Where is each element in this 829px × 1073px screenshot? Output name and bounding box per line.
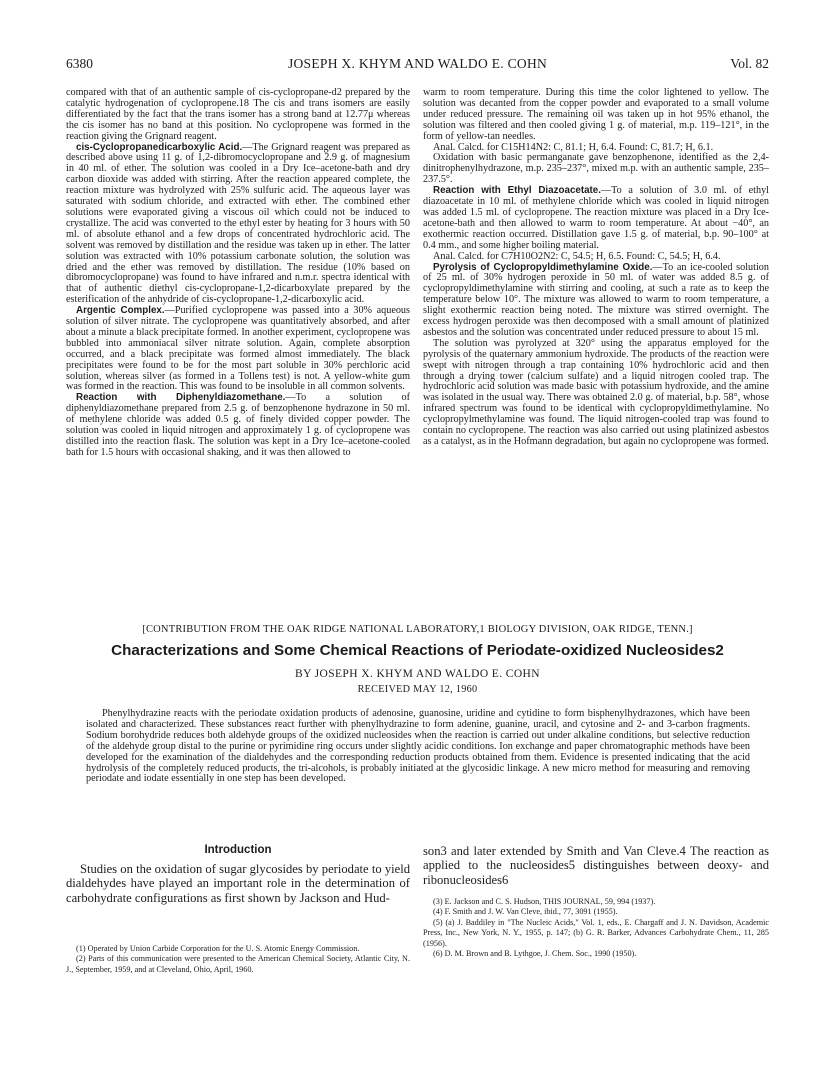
analysis-paragraph: Anal. Calcd. for C15H14N2: C, 81.1; H, 6.4. Found: C, 81.7; H, 6.1.: [433, 141, 714, 153]
paragraph: [423, 263, 769, 339]
introduction-text: Studies on the oxidation of sugar glycosides by periodate to yield dialdehydes have played an important role in the determination of carbohydrate configurations as first shown by Jackson and Hud-: [66, 862, 410, 905]
analysis-paragraph: Anal. Calcd. for C7H10O2N2: C, 54.5; H, 6.5. Found: C, 54.5; H, 6.4.: [433, 250, 721, 262]
article-title: Characterizations and Some Chemical Reactions of Periodate-oxidized Nucleosides2: [111, 642, 724, 659]
received-date: RECEIVED MAY 12, 1960: [357, 684, 478, 695]
paragraph: The solution was pyrolyzed at 320° using the apparatus employed for the pyrolysis of the quaternary ammonium hydroxide. The products of the reaction were swept with nitrogen through a trap containing 10% hydrochloric acid and then through a drying tower (calcium sulfate) and a liquid nitrogen cooled trap. The hydrochloric acid solution was made basic with potassium hydroxide, and the amine was isolated in the usual way. There was obtained 2.0 g. of material, b.p. 58°, whose infrared spectrum was found to be identical with cyclopropyldimethylamine. No cyclopropylmethylamine was found. The liquid nitrogen-cooled trap was found to contain no cyclopropene. The reaction was also carried out using platinized asbestos as a catalyst, as in the Hofmann degradation, but again no cyclopropene was formed.: [423, 337, 769, 447]
section-heading: Pyrolysis of Cyclopropyldimethylamine Oxide.: [433, 261, 653, 273]
running-header: [66, 56, 769, 72]
paragraph-text: —To a solution of 3.0 ml. of ethyl diazoacetate in 10 ml. of methylene chloride which was cooled in liquid nitrogen was added 1.5 ml. of cyclopropene. The reaction mixture was placed in a Dry Ice-acetone-bath and then allowed to warm to room temperature. At about −40°, an exothermic reaction occurred. Distillation gave 1.5 g. of material, b.p. 90–100° at 0.4 mm., and some higher boiling material.: [423, 185, 769, 251]
byline: BY JOSEPH X. KHYM AND WALDO E. COHN: [295, 668, 540, 680]
footnote: (1) Operated by Union Carbide Corporation for the U. S. Atomic Energy Commission.: [76, 944, 360, 953]
paragraph-text: —To an ice-cooled solution of 25 ml. of 30% hydrogen peroxide in 50 ml. of water was added 8.5 g. of cyclopropyldimethylamine with stirring and cooling, at such a rate as to keep the temperature below 10°. The mixture was allowed to warm to room temperature, a slight exothermic reaction being noted. The mixture was stirred overnight. The excess hydrogen peroxide was then decomposed with a small amount of platinized asbestos and the solution was concentrated under reduced pressure to about 15 ml.: [423, 261, 769, 338]
footnotes-right: [423, 897, 769, 959]
volume-label: Vol. 82: [730, 56, 769, 71]
section-heading: Reaction with Ethyl Diazoacetate.: [433, 185, 601, 197]
introduction-heading: Introduction: [204, 844, 272, 856]
contribution-line: [CONTRIBUTION FROM THE OAK RIDGE NATIONAL LABORATORY,1 BIOLOGY DIVISION, OAK RIDGE, TENN.]: [142, 624, 693, 635]
paragraph: [66, 393, 410, 458]
paragraph: [66, 143, 410, 307]
section-heading: Argentic Complex.: [76, 305, 165, 317]
abstract: Phenylhydrazine reacts with the periodate oxidation products of adenosine, guanosine, uridine and cytidine to form bisphenylhydrazones, which have been isolated and characterized. These substances react further with phenylhydrazine to form adenine, guanine, uracil, and cytosine and 2- and 3-carbon fragments. Sodium borohydride reduces both aldehyde groups of the oxidized nucleosides when the reaction is carried out under alkaline conditions, but selective reduction of the aldehyde group distal to the purine or pyrimidine ring occurs under slightly acidic conditions. Ion exchange and paper chromatographic methods have been developed for the examination of the dialdehydes and the corresponding reduction products obtained from them. Evidence is presented indicating that the acid hydrolysis of the completely reduced products, the tri-alcohols, is probably initiated at the glycosidic linkage. A new micro method for measuring and removing periodate and iodate essentially in one step has been developed.: [86, 708, 750, 785]
paragraph: [423, 186, 769, 251]
paragraph: compared with that of an authentic sample of cis-cyclopropane-d2 prepared by the catalytic hydrogenation of cyclopropene.18 The cis and trans isomers are easily differentiated by the fact that the trans isomer has a strong band at 12.77μ whereas the cis isomer has no band at this position. No cyclopropene was formed in the reaction giving the Grignard reagent.: [66, 87, 410, 142]
footnote: (6) D. M. Brown and B. Lythgoe, J. Chem. Soc., 1990 (1950).: [433, 949, 637, 959]
paragraph-text: —To a solution of diphenyldiazomethane prepared from 2.5 g. of benzophenone hydrazone in 50 ml. of methylene chloride was added 0.5 g. of finely divided copper powder. The solution was cooled in liquid nitrogen and approximately 1 g. of cyclopropene was distilled into the reaction flask. The solution was kept in a Dry Ice–acetone-cooled bath for 1.5 hours with occasional shaking, and it was then allowed to: [66, 392, 410, 458]
introduction-continuation: son3 and later extended by Smith and Van Cleve.4 The reaction as applied to the nucleosides5 distinguishes between deoxy- and ribonucleosides6: [423, 844, 769, 887]
section-heading: cis-Cyclopropanedicarboxylic Acid.: [76, 141, 243, 153]
paragraph-text: —Purified cyclopropene was passed into a 30% aqueous solution of silver nitrate. The cyclopropene was quantitatively absorbed, and after about a minute a black precipitate formed. In another experiment, cyclopropene was bubbled into ammoniacal silver nitrate solution. Again, complete absorption occurred, and a black precipitate was formed almost immediately. The black precipitates were found to be for the most part soluble in 30% perchloric acid solution, whereas silver (as formed in a Tollens test) is not. A yellow-white gum was formed in the reaction. This was found to be insoluble in all common solvents.: [66, 305, 410, 393]
footnote: (2) Parts of this communication were presented to the American Chemical Society, Atlantic City, N. J., September, 1959, and at Cleveland, Ohio, April, 1960.: [66, 954, 410, 974]
footnote: (5) (a) J. Baddiley in "The Nucleic Acids," Vol. 1, eds., E. Chargaff and J. N. Davidson, Academic Press, Inc., New York, N. Y., 1955, p. 147; (b) G. R. Barker, Advances Carbohydrate Chem., 11, 285 (1956).: [423, 917, 769, 948]
footnotes-left: [66, 944, 410, 975]
page-number: 6380: [66, 56, 93, 71]
paragraph: warm to room temperature. During this time the color lightened to yellow. The solution was decanted from the copper powder and evaporated to a small volume under reduced pressure. The remaining oil was taken up in hot 95% ethanol, the solution was filtered and then cooled giving 1 g. of material, m.p. 119–121°, in the form of yellow-tan needles.: [423, 87, 769, 142]
left-text-column: [66, 88, 410, 459]
footnote: (4) F. Smith and J. W. Van Cleve, ibid., 77, 3091 (1955).: [433, 907, 618, 917]
paragraph: [66, 306, 410, 393]
right-text-column: [423, 88, 769, 448]
paragraph: Oxidation with basic permanganate gave benzophenone, identified as the 2,4-dinitrophenylhydrazone, m.p. 235–237°, mixed m.p. with an authentic sample, 235–237.5°.: [423, 152, 769, 186]
section-heading: Reaction with Diphenyldiazomethane.: [76, 392, 286, 404]
paragraph-text: —The Grignard reagent was prepared as described above using 11 g. of 1,2-dibromocyclopropane and 2.9 g. of magnesium in 40 ml. of ether. The solution was cooled in a Dry Ice–acetone-bath and dry carbon dioxide was added with stirring. After the reaction appeared complete, the reaction mixture was hydrolyzed with 25% sulfuric acid. The aqueous layer was saturated with sodium chloride, and extracted with ether. The combined ether solutions were evaporated giving a viscous oil which could not be induced to crystallize. The acid was converted to the ethyl ester by heating for 3 hours with 50 ml. of absolute ethanol and a few drops of concentrated hydrochloric acid. The solvent was removed by distillation and the residue was taken up in ether. The latter solution was extracted with 10% potassium carbonate solution, the solution was dried and the ether was removed by distillation. The residue (10% based on dibromocyclopropane) was found to have infrared and n.m.r. spectra identical with that of authentic diethyl cis-cyclopropane-1,2-dicarboxylate prepared by the esterification of the anhydride of cis-cyclopropane-1,2-dicarboxylic acid.: [66, 141, 410, 306]
running-authors: JOSEPH X. KHYM AND WALDO E. COHN: [287, 56, 548, 71]
footnote: (3) E. Jackson and C. S. Hudson, THIS JOURNAL, 59, 994 (1937).: [433, 897, 656, 906]
